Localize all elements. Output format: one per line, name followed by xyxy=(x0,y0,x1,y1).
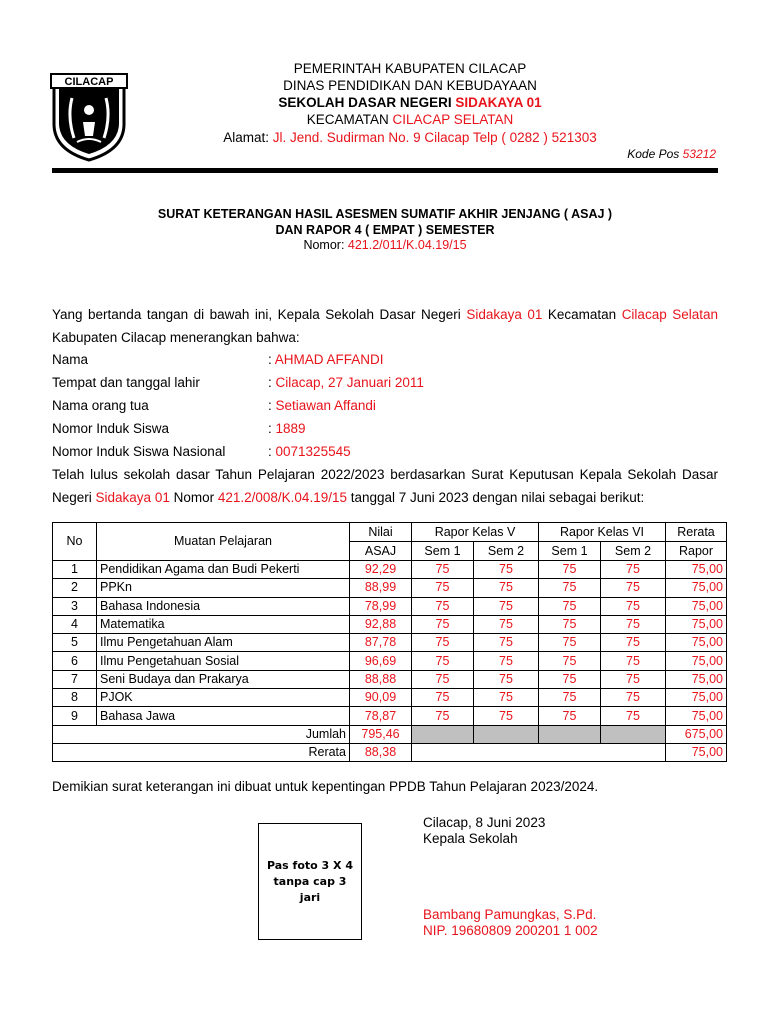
district-heading xyxy=(140,112,680,127)
subject-name: Bahasa Indonesia xyxy=(97,597,350,615)
grade5-sem1: 75 xyxy=(412,634,474,652)
document-title: SURAT KETERANGAN HASIL ASESMEN SUMATIF AKHIR JENJANG ( ASAJ ) xyxy=(157,207,613,221)
grade5-sem1: 75 xyxy=(412,597,474,615)
photo-line: jari xyxy=(299,890,321,904)
field-value xyxy=(268,352,384,367)
header-no: No xyxy=(53,523,97,561)
grade6-sem2: 75 xyxy=(601,707,666,725)
header-row xyxy=(53,523,727,542)
district-prefix: KECAMATAN xyxy=(306,112,393,127)
graduation-paragraph xyxy=(52,463,718,509)
subject-name: Bahasa Jawa xyxy=(97,707,350,725)
document-number xyxy=(52,238,718,252)
signature-place-date: Cilacap, 8 Juni 2023 xyxy=(423,815,546,830)
subject-name: Ilmu Pengetahuan Alam xyxy=(97,634,350,652)
grade5-sem2: 75 xyxy=(474,561,539,579)
birth-place-date: Cilacap, 27 Januari 2011 xyxy=(275,375,424,390)
grade6-sem1: 75 xyxy=(539,561,601,579)
grade6-sem1: 75 xyxy=(539,652,601,670)
report-average: 75,00 xyxy=(666,689,727,707)
number-value: 421.2/011/K.04.19/15 xyxy=(347,238,467,252)
header-average-line1: Rerata xyxy=(666,523,727,542)
grade5-sem1: 75 xyxy=(412,561,474,579)
signatory-nip: NIP. 19680809 200201 1 002 xyxy=(423,923,598,938)
grade6-sem1: 75 xyxy=(539,579,601,597)
asaj-score: 88,88 xyxy=(350,670,412,688)
grade6-sem2: 75 xyxy=(601,615,666,633)
field-value xyxy=(268,375,424,390)
student-nis: 1889 xyxy=(275,421,306,436)
header-sem1: Sem 1 xyxy=(539,542,601,561)
grade6-sem1: 75 xyxy=(539,597,601,615)
total-asaj: 795,46 xyxy=(350,725,412,743)
row-number: 4 xyxy=(53,615,97,633)
asaj-score: 88,99 xyxy=(350,579,412,597)
header-grade5: Rapor Kelas V xyxy=(412,523,539,542)
header-sem1: Sem 1 xyxy=(412,542,474,561)
signature-position: Kepala Sekolah xyxy=(423,831,518,846)
grade6-sem1: 75 xyxy=(539,707,601,725)
grade6-sem2: 75 xyxy=(601,579,666,597)
closing-statement: Demikian surat keterangan ini dibuat untuk kepentingan PPDB Tahun Pelajaran 2023/2024. xyxy=(52,779,599,794)
grade6-sem1: 75 xyxy=(539,689,601,707)
asaj-score: 78,99 xyxy=(350,597,412,615)
header-asaj-line1: Nilai xyxy=(350,523,412,542)
table-row xyxy=(53,597,727,615)
number-label: Nomor: xyxy=(303,238,348,252)
asaj-score: 90,09 xyxy=(350,689,412,707)
school-name: SIDAKAYA 01 xyxy=(455,95,542,110)
intro-text: Kabupaten Cilacap menerangkan bahwa: xyxy=(52,330,300,345)
header-asaj-line2: ASAJ xyxy=(350,542,412,561)
row-number: 2 xyxy=(53,579,97,597)
total-label: Jumlah xyxy=(53,725,350,743)
field-label: Nama orang tua xyxy=(52,398,149,413)
separator: : xyxy=(268,352,275,367)
header-sem2: Sem 2 xyxy=(474,542,539,561)
postal-code xyxy=(627,147,716,161)
intro-paragraph xyxy=(52,303,718,349)
report-average: 75,00 xyxy=(666,670,727,688)
separator: : xyxy=(268,421,276,436)
row-number: 9 xyxy=(53,707,97,725)
intro-school: Sidakaya 01 xyxy=(466,307,543,322)
grade6-sem1: 75 xyxy=(539,615,601,633)
field-label: Nama xyxy=(52,352,89,367)
decree-number: 421.2/008/K.04.19/15 xyxy=(217,490,347,505)
parent-name: Setiawan Affandi xyxy=(275,398,376,413)
shaded-cell xyxy=(601,725,666,743)
government-name: PEMERINTAH KABUPATEN CILACAP xyxy=(293,61,527,76)
table-row xyxy=(53,579,727,597)
graduation-text: Telah lulus sekolah dasar Tahun Pelajaran 2022/2023 berdasarkan Surat Keputusan Kepala Sekolah Dasar Negeri xyxy=(52,467,718,505)
grade5-sem1: 75 xyxy=(412,652,474,670)
grade5-sem2: 75 xyxy=(474,597,539,615)
department-name: DINAS PENDIDIKAN DAN KEBUDAYAAN xyxy=(283,78,537,93)
grade5-sem2: 75 xyxy=(474,707,539,725)
separator: : xyxy=(268,375,276,390)
student-name: AHMAD AFFANDI xyxy=(274,352,384,367)
grade6-sem1: 75 xyxy=(539,634,601,652)
document-subtitle: DAN RAPOR 4 ( EMPAT ) SEMESTER xyxy=(275,223,495,237)
grade5-sem1: 75 xyxy=(412,670,474,688)
table-row xyxy=(53,707,727,725)
row-number: 6 xyxy=(53,652,97,670)
report-average: 75,00 xyxy=(666,615,727,633)
grade6-sem1: 75 xyxy=(539,670,601,688)
row-number: 7 xyxy=(53,670,97,688)
field-label: Nomor Induk Siswa Nasional xyxy=(52,444,226,459)
address-value: Jl. Jend. Sudirman No. 9 Cilacap Telp ( 0282 ) 521303 xyxy=(272,130,597,145)
total-row xyxy=(53,725,727,743)
grade6-sem2: 75 xyxy=(601,670,666,688)
mean-average: 75,00 xyxy=(666,743,727,761)
school-heading xyxy=(140,95,680,110)
photo-line: Pas foto 3 X 4 xyxy=(266,858,353,872)
asaj-score: 78,87 xyxy=(350,707,412,725)
intro-district: Cilacap Selatan xyxy=(621,307,719,322)
grade6-sem2: 75 xyxy=(601,597,666,615)
grades-table xyxy=(52,522,727,762)
grade5-sem1: 75 xyxy=(412,689,474,707)
header-grade6: Rapor Kelas VI xyxy=(539,523,666,542)
mean-asaj: 88,38 xyxy=(350,743,412,761)
mean-row xyxy=(53,743,727,761)
grade6-sem2: 75 xyxy=(601,561,666,579)
grade5-sem2: 75 xyxy=(474,652,539,670)
grade5-sem2: 75 xyxy=(474,634,539,652)
mean-label: Rerata xyxy=(53,743,350,761)
letterhead-divider xyxy=(52,168,718,173)
subject-name: PPKn xyxy=(97,579,350,597)
school-address xyxy=(140,130,680,145)
table-row xyxy=(53,652,727,670)
graduation-school: Sidakaya 01 xyxy=(95,490,170,505)
shaded-cell xyxy=(412,725,474,743)
district-name: CILACAP SELATAN xyxy=(392,112,514,127)
asaj-score: 96,69 xyxy=(350,652,412,670)
asaj-score: 92,29 xyxy=(350,561,412,579)
grade6-sem2: 75 xyxy=(601,689,666,707)
logo-text: CILACAP xyxy=(64,76,114,88)
header-sem2: Sem 2 xyxy=(601,542,666,561)
field-value xyxy=(268,421,306,436)
field-label: Nomor Induk Siswa xyxy=(52,421,170,436)
shaded-cell xyxy=(474,725,539,743)
subject-name: Matematika xyxy=(97,615,350,633)
table-row xyxy=(53,615,727,633)
field-value xyxy=(268,444,351,459)
asaj-score: 92,88 xyxy=(350,615,412,633)
grade5-sem2: 75 xyxy=(474,670,539,688)
table-row xyxy=(53,561,727,579)
intro-text: Yang bertanda tangan di bawah ini, Kepala Sekolah Dasar Negeri xyxy=(52,307,467,322)
grade6-sem2: 75 xyxy=(601,634,666,652)
grade5-sem2: 75 xyxy=(474,615,539,633)
subject-name: PJOK xyxy=(97,689,350,707)
subject-name: Seni Budaya dan Prakarya xyxy=(97,670,350,688)
header-subject: Muatan Pelajaran xyxy=(97,523,350,561)
grade5-sem1: 75 xyxy=(412,579,474,597)
table-row xyxy=(53,670,727,688)
separator: : xyxy=(268,444,276,459)
subject-name: Pendidikan Agama dan Budi Pekerti xyxy=(97,561,350,579)
grade5-sem2: 75 xyxy=(474,579,539,597)
field-label: Tempat dan tanggal lahir xyxy=(52,375,200,390)
table-row xyxy=(53,689,727,707)
table-row xyxy=(53,634,727,652)
grade5-sem1: 75 xyxy=(412,707,474,725)
signatory-name: Bambang Pamungkas, S.Pd. xyxy=(423,907,597,922)
photo-placeholder xyxy=(258,823,362,940)
grade6-sem2: 75 xyxy=(601,652,666,670)
row-number: 3 xyxy=(53,597,97,615)
separator: : xyxy=(268,398,276,413)
row-number: 5 xyxy=(53,634,97,652)
graduation-text: tanggal 7 Juni 2023 dengan nilai sebagai berikut: xyxy=(346,490,645,505)
field-value xyxy=(268,398,376,413)
grade5-sem2: 75 xyxy=(474,689,539,707)
report-average: 75,00 xyxy=(666,579,727,597)
asaj-score: 87,78 xyxy=(350,634,412,652)
school-prefix: SEKOLAH DASAR NEGERI xyxy=(278,95,456,110)
subject-name: Ilmu Pengetahuan Sosial xyxy=(97,652,350,670)
shaded-cell xyxy=(539,725,601,743)
report-average: 75,00 xyxy=(666,652,727,670)
header-average-line2: Rapor xyxy=(666,542,727,561)
photo-instructions xyxy=(267,858,353,906)
address-label: Alamat: xyxy=(223,130,273,145)
photo-line: tanpa cap 3 xyxy=(273,874,347,888)
report-average: 75,00 xyxy=(666,597,727,615)
total-average: 675,00 xyxy=(666,725,727,743)
row-number: 1 xyxy=(53,561,97,579)
postal-value: 53212 xyxy=(682,147,716,161)
row-number: 8 xyxy=(53,689,97,707)
intro-text: Kecamatan xyxy=(542,307,622,322)
report-average: 75,00 xyxy=(666,707,727,725)
postal-label: Kode Pos xyxy=(627,147,683,161)
regency-logo xyxy=(50,72,128,162)
report-average: 75,00 xyxy=(666,634,727,652)
student-nisn: 0071325545 xyxy=(275,444,351,459)
report-average: 75,00 xyxy=(666,561,727,579)
empty-cell xyxy=(412,743,666,761)
grade5-sem1: 75 xyxy=(412,615,474,633)
graduation-text: Nomor xyxy=(169,490,218,505)
